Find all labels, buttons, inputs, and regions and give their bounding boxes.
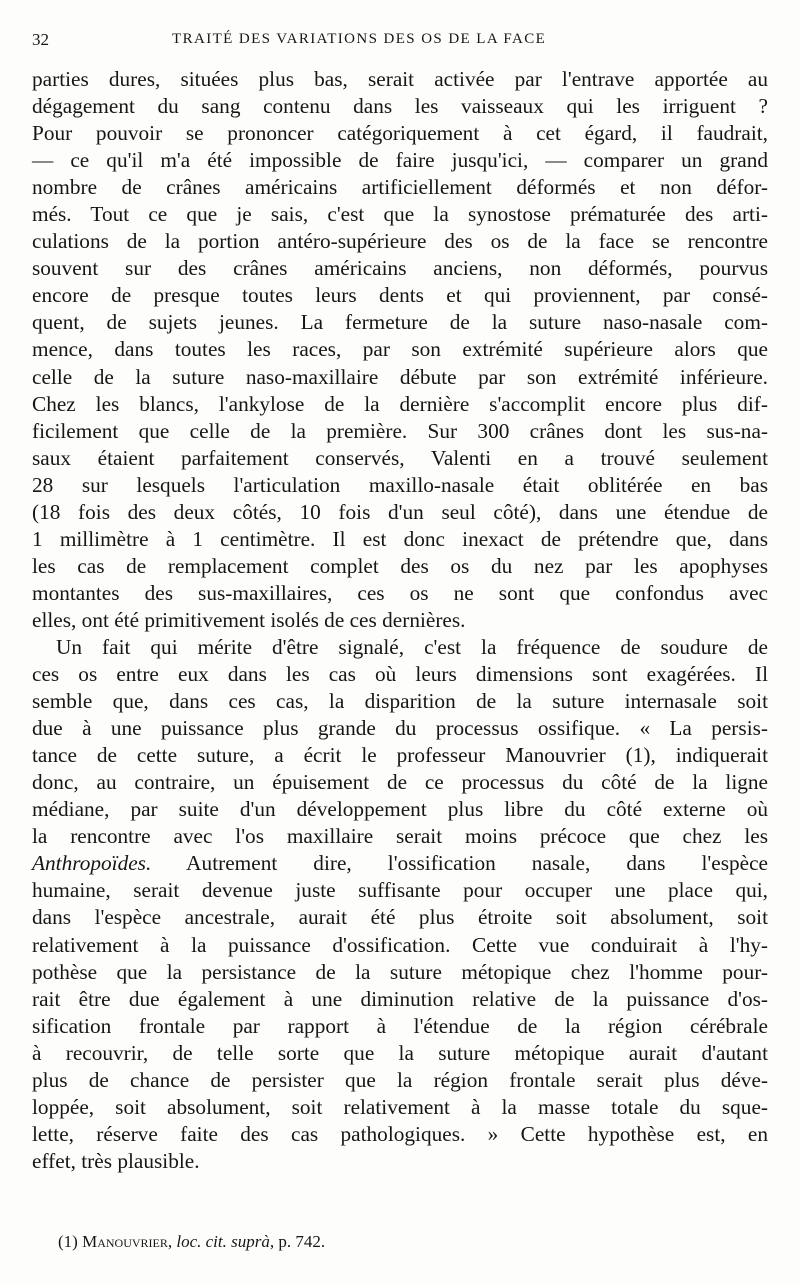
text-line: les cas de remplacement complet des os du nez par les apophyses <box>32 553 768 578</box>
text-line: Pour pouvoir se prononcer catégoriquement à cet égard, il faudrait, <box>32 121 768 146</box>
running-head <box>32 30 772 54</box>
text-line: parties dures, situées plus bas, serait activée par l'entrave apportée au <box>32 67 768 91</box>
page-number: 32 <box>32 30 49 49</box>
text-line: encore de presque toutes leurs dents et qui proviennent, par consé- <box>32 283 768 308</box>
text-line: culations de la portion antéro-supérieure des os de la face se rencontre <box>32 229 768 254</box>
text-line: celle de la suture naso-maxillaire débute par son extrémité inférieure. <box>32 364 768 389</box>
text-line: ficilement que celle de la première. Sur 300 crânes dont les sus-na- <box>32 418 768 443</box>
footnote <box>58 1232 325 1252</box>
italic-term: Anthropoïdes. <box>32 851 152 876</box>
paragraph-last-line: effet, très plausible. <box>32 1148 200 1173</box>
text-line: quent, de sujets jeunes. La fermeture de la suture naso-nasale com- <box>32 310 768 335</box>
text-fragment: Autrement dire, l'ossification nasale, dans l'espèce <box>151 851 768 876</box>
text-line: lette, réserve faite des cas pathologiques. » Cette hypothèse est, en <box>32 1121 768 1146</box>
text-line: ces os entre eux dans les cas où leurs dimensions sont exagérées. Il <box>32 662 768 687</box>
text-line: loppée, soit absolument, soit relativement à la masse totale du sque- <box>32 1094 768 1119</box>
text-line: mence, dans toutes les races, par son extrémité supérieure alors que <box>32 337 768 362</box>
footnote-author: Manouvrier, <box>82 1232 173 1251</box>
text-line: souvent sur des crânes américains anciens, non déformés, pourvus <box>32 256 768 281</box>
text-line: rait être due également à une diminution relative de la puissance d'os- <box>32 986 768 1011</box>
text-line: dégagement du sang contenu dans les vaisseaux qui les irriguent ? <box>32 94 768 119</box>
text-line: médiane, par suite d'un développement plus libre du côté externe où <box>32 797 768 822</box>
footnote-citation: loc. cit. suprà, <box>176 1232 275 1251</box>
text-line: due à une puissance plus grande du processus ossifique. « La persis- <box>32 716 768 741</box>
text-line: la rencontre avec l'os maxillaire serait moins précoce que chez les <box>32 824 768 849</box>
text-line: Chez les blancs, l'ankylose de la dernière s'accomplit encore plus dif- <box>32 391 768 416</box>
paragraph-last-line: elles, ont été primitivement isolés de ces dernières. <box>32 607 466 632</box>
text-line: tance de cette suture, a écrit le professeur Manouvrier (1), indiquerait <box>32 743 768 768</box>
text-line: 1 millimètre à 1 centimètre. Il est donc inexact de prétendre que, dans <box>32 526 768 551</box>
text-line-with-italic <box>32 850 768 877</box>
text-line: — ce qu'il m'a été impossible de faire jusqu'ici, — comparer un grand <box>32 148 768 173</box>
text-line: nombre de crânes américains artificiellement déformés et non défor- <box>32 175 768 200</box>
text-line: humaine, serait devenue juste suffisante pour occuper une place qui, <box>32 878 768 903</box>
text-line: semble que, dans ces cas, la disparition de la suture internasale soit <box>32 689 768 714</box>
text-line: relativement à la puissance d'ossification. Cette vue conduirait à l'hy- <box>32 932 768 957</box>
body-text <box>32 66 768 1175</box>
running-title: TRAITÉ DES VARIATIONS DES OS DE LA FACE <box>172 31 547 47</box>
text-line: pothèse que la persistance de la suture métopique chez l'homme pour- <box>32 959 768 984</box>
paragraph-first-line: Un fait qui mérite d'être signalé, c'est la fréquence de soudure de <box>56 634 768 659</box>
footnote-marker: (1) <box>58 1232 78 1251</box>
text-line: més. Tout ce que je sais, c'est que la synostose prématurée des arti- <box>32 202 768 227</box>
text-line: saux étaient parfaitement conservés, Valenti en a trouvé seulement <box>32 445 768 470</box>
text-line: montantes des sus-maxillaires, ces os ne sont que confondus avec <box>32 580 768 605</box>
text-line: 28 sur lesquels l'articulation maxillo-nasale était oblitérée en bas <box>32 472 768 497</box>
text-line: (18 fois des deux côtés, 10 fois d'un seul côté), dans une étendue de <box>32 499 768 524</box>
text-line: donc, au contraire, un épuisement de ce processus du côté de la ligne <box>32 770 768 795</box>
text-line: à recouvrir, de telle sorte que la suture métopique aurait d'autant <box>32 1040 768 1065</box>
footnote-page-ref: p. 742. <box>278 1232 326 1251</box>
text-line: plus de chance de persister que la région frontale serait plus déve- <box>32 1067 768 1092</box>
text-line: dans l'espèce ancestrale, aurait été plus étroite soit absolument, soit <box>32 905 768 930</box>
text-line: sification frontale par rapport à l'étendue de la région cérébrale <box>32 1013 768 1038</box>
